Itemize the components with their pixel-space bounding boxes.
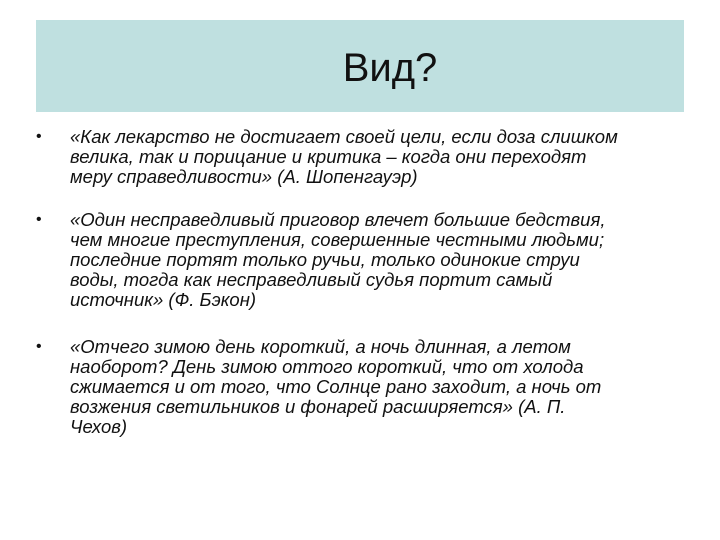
bullet-item-2 bbox=[36, 210, 676, 310]
bullet-list bbox=[36, 127, 676, 460]
bullet-line: велика, так и порицание и критика – когда они переходят bbox=[70, 146, 587, 167]
bullet-line: «Как лекарство не достигает своей цели, если доза слишком bbox=[70, 126, 618, 147]
bullet-icon: • bbox=[36, 211, 42, 228]
bullet-line: «Отчего зимою день короткий, а ночь длинная, а летом bbox=[70, 336, 571, 357]
bullet-item-3 bbox=[36, 337, 676, 437]
slide-title: Вид? bbox=[342, 46, 438, 90]
bullet-line: источник» (Ф. Бэкон) bbox=[70, 289, 257, 310]
bullet-icon: • bbox=[36, 338, 42, 355]
bullet-line: чем многие преступления, совершенные честными людьми; bbox=[70, 229, 605, 250]
bullet-line: сжимается и от того, что Солнце рано заходит, а ночь от bbox=[70, 376, 602, 397]
bullet-item-1 bbox=[36, 127, 676, 187]
title-band bbox=[36, 20, 684, 112]
bullet-icon: • bbox=[36, 128, 42, 145]
bullet-line: возжения светильников и фонарей расширяется» (А. П. bbox=[70, 396, 566, 417]
bullet-line: меру справедливости» (А. Шопенгауэр) bbox=[70, 166, 418, 187]
bullet-line: Чехов) bbox=[70, 416, 128, 437]
bullet-line: «Один несправедливый приговор влечет большие бедствия, bbox=[70, 209, 606, 230]
bullet-line: воды, тогда как несправедливый судья портит самый bbox=[70, 269, 553, 290]
bullet-line: последние портят только ручьи, только одинокие струи bbox=[70, 249, 580, 270]
bullet-line: наоборот? День зимою оттого короткий, что от холода bbox=[70, 356, 584, 377]
